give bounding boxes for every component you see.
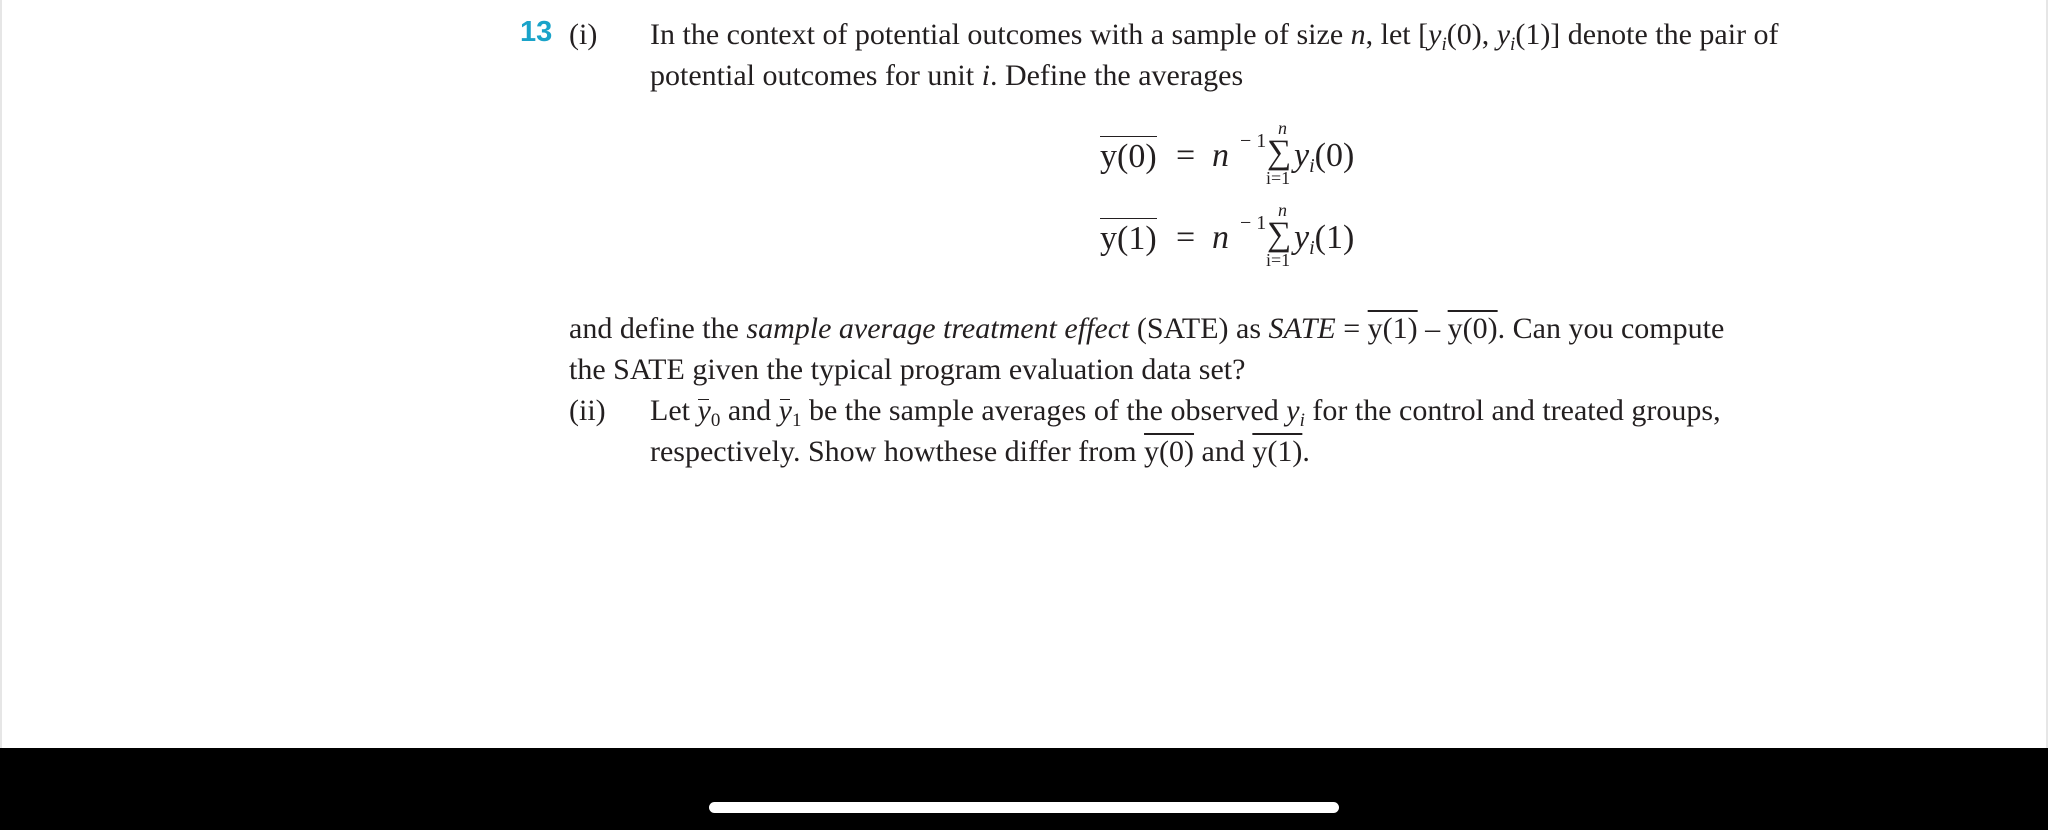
question-number: 13 bbox=[520, 16, 553, 48]
home-indicator[interactable] bbox=[709, 802, 1339, 813]
exponent: − 1 bbox=[1240, 130, 1267, 152]
part-ii-line-2: respectively. Show howthese differ from y(0) and y(1). bbox=[650, 435, 1310, 468]
summation-symbol: ∑ bbox=[1267, 216, 1292, 253]
part-i-line-4: the SATE given the typical program evaluation data set? bbox=[569, 353, 1246, 386]
equation-mean-y1 bbox=[1100, 202, 1420, 282]
part-i-line-3: and define the sample average treatment effect (SATE) as SATE = y(1) – y(0). Can you compute bbox=[569, 312, 1725, 345]
part-i-line-2: potential outcomes for unit i. Define the averages bbox=[650, 59, 1244, 92]
equation-lhs: y(1) bbox=[1100, 220, 1157, 257]
part-ii-line-1: Let $y_0$ and $y_1$ be the sample averages of the observed $y_i$ for the control and treated groups, bbox=[650, 390, 1721, 441]
summand: $y_i(1)$ bbox=[1294, 219, 1355, 259]
equation-lhs: y(0) bbox=[1100, 138, 1157, 175]
equals-sign: = bbox=[1176, 219, 1196, 256]
part-i-line-1: In the context of potential outcomes with a sample of size n, let [$y_i(0)$, $y_i(1)$] denote the pair of bbox=[650, 18, 1779, 55]
bottom-bar bbox=[0, 748, 2048, 830]
sum-lower-limit: i=1 bbox=[1266, 250, 1291, 270]
sum-lower-limit: i=1 bbox=[1266, 168, 1291, 188]
exponent: − 1 bbox=[1240, 212, 1267, 234]
n-symbol: n bbox=[1212, 137, 1229, 174]
part-i-label: (i) bbox=[569, 18, 598, 51]
emphasis-term: sample average treatment effect bbox=[746, 312, 1130, 345]
equation-mean-y0 bbox=[1100, 120, 1420, 200]
equals-sign: = bbox=[1176, 137, 1196, 174]
part-ii-label: (ii) bbox=[569, 394, 606, 427]
summand: $y_i(0)$ bbox=[1294, 137, 1355, 177]
summation-symbol: ∑ bbox=[1267, 134, 1292, 171]
sum-upper-limit: n bbox=[1278, 118, 1287, 138]
sum-upper-limit: n bbox=[1278, 200, 1287, 220]
n-symbol: n bbox=[1212, 219, 1229, 256]
